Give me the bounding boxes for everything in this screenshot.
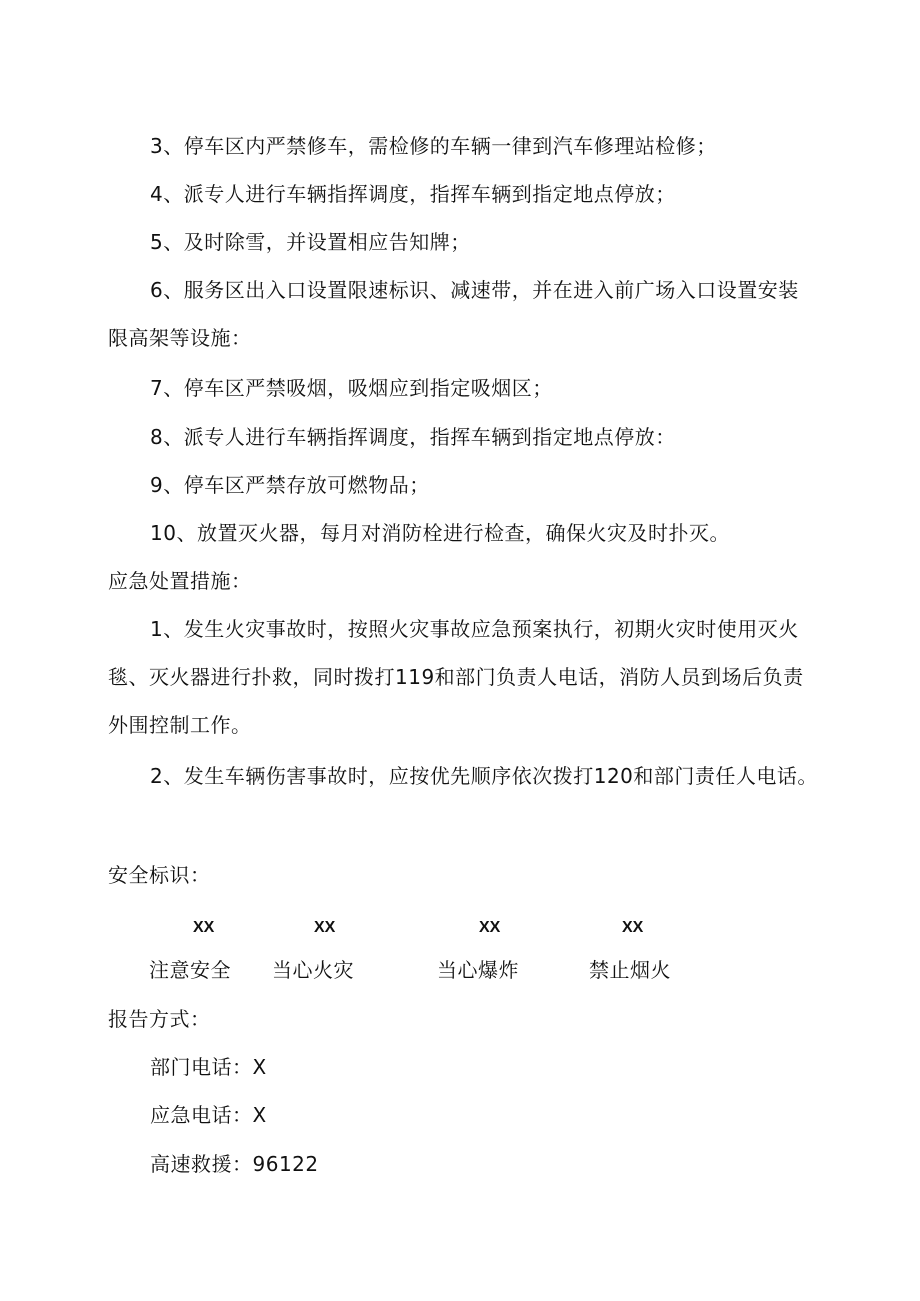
precaution-item-3: 3、停车区内严禁修车，需检修的车辆一律到汽车修理站检修；: [150, 134, 717, 158]
sign-label-explosion: 当心爆炸: [437, 958, 519, 982]
precaution-item-6: 6、服务区出入口设置限速标识、减速带，并在进入前广场入口设置安装限高架等设施：: [108, 278, 799, 350]
sign-label-fire: 当心火灾: [272, 958, 354, 982]
highway-rescue-phone: 高速救援：96122: [150, 1152, 319, 1176]
precaution-item-8: 8、派专人进行车辆指挥调度，指挥车辆到指定地点停放：: [150, 425, 676, 449]
sign-code-fire: XX: [314, 919, 336, 936]
safety-signs-heading: 安全标识：: [108, 863, 211, 887]
emergency-item-2: 2、发生车辆伤害事故时，应按优先顺序依次拨打120和部门责任人电话。: [150, 764, 818, 788]
sign-code-caution: XX: [193, 919, 215, 936]
emergency-heading: 应急处置措施：: [108, 569, 252, 593]
precaution-item-9: 9、停车区严禁存放可燃物品；: [150, 473, 430, 497]
department-phone: 部门电话：X: [150, 1055, 267, 1079]
sign-label-caution: 注意安全: [149, 958, 231, 982]
precaution-item-4: 4、派专人进行车辆指挥调度，指挥车辆到指定地点停放；: [150, 182, 676, 206]
emergency-phone: 应急电话：X: [150, 1103, 267, 1127]
precaution-item-10: 10、放置灭火器，每月对消防栓进行检查，确保火灾及时扑灭。: [150, 521, 730, 545]
precaution-item-5: 5、及时除雪，并设置相应告知牌；: [150, 230, 471, 254]
reporting-heading: 报告方式：: [108, 1007, 211, 1031]
sign-code-explosion: XX: [479, 919, 501, 936]
sign-code-no-fire: XX: [622, 919, 644, 936]
precaution-item-7: 7、停车区严禁吸烟，吸烟应到指定吸烟区；: [150, 376, 553, 400]
sign-label-no-fire: 禁止烟火: [589, 958, 671, 982]
emergency-item-1: 1、发生火灾事故时，按照火灾事故应急预案执行，初期火灾时使用灭火毯、灭火器进行扑救，同时拨打119和部门负责人电话，消防人员到场后负责外围控制工作。: [108, 617, 804, 737]
